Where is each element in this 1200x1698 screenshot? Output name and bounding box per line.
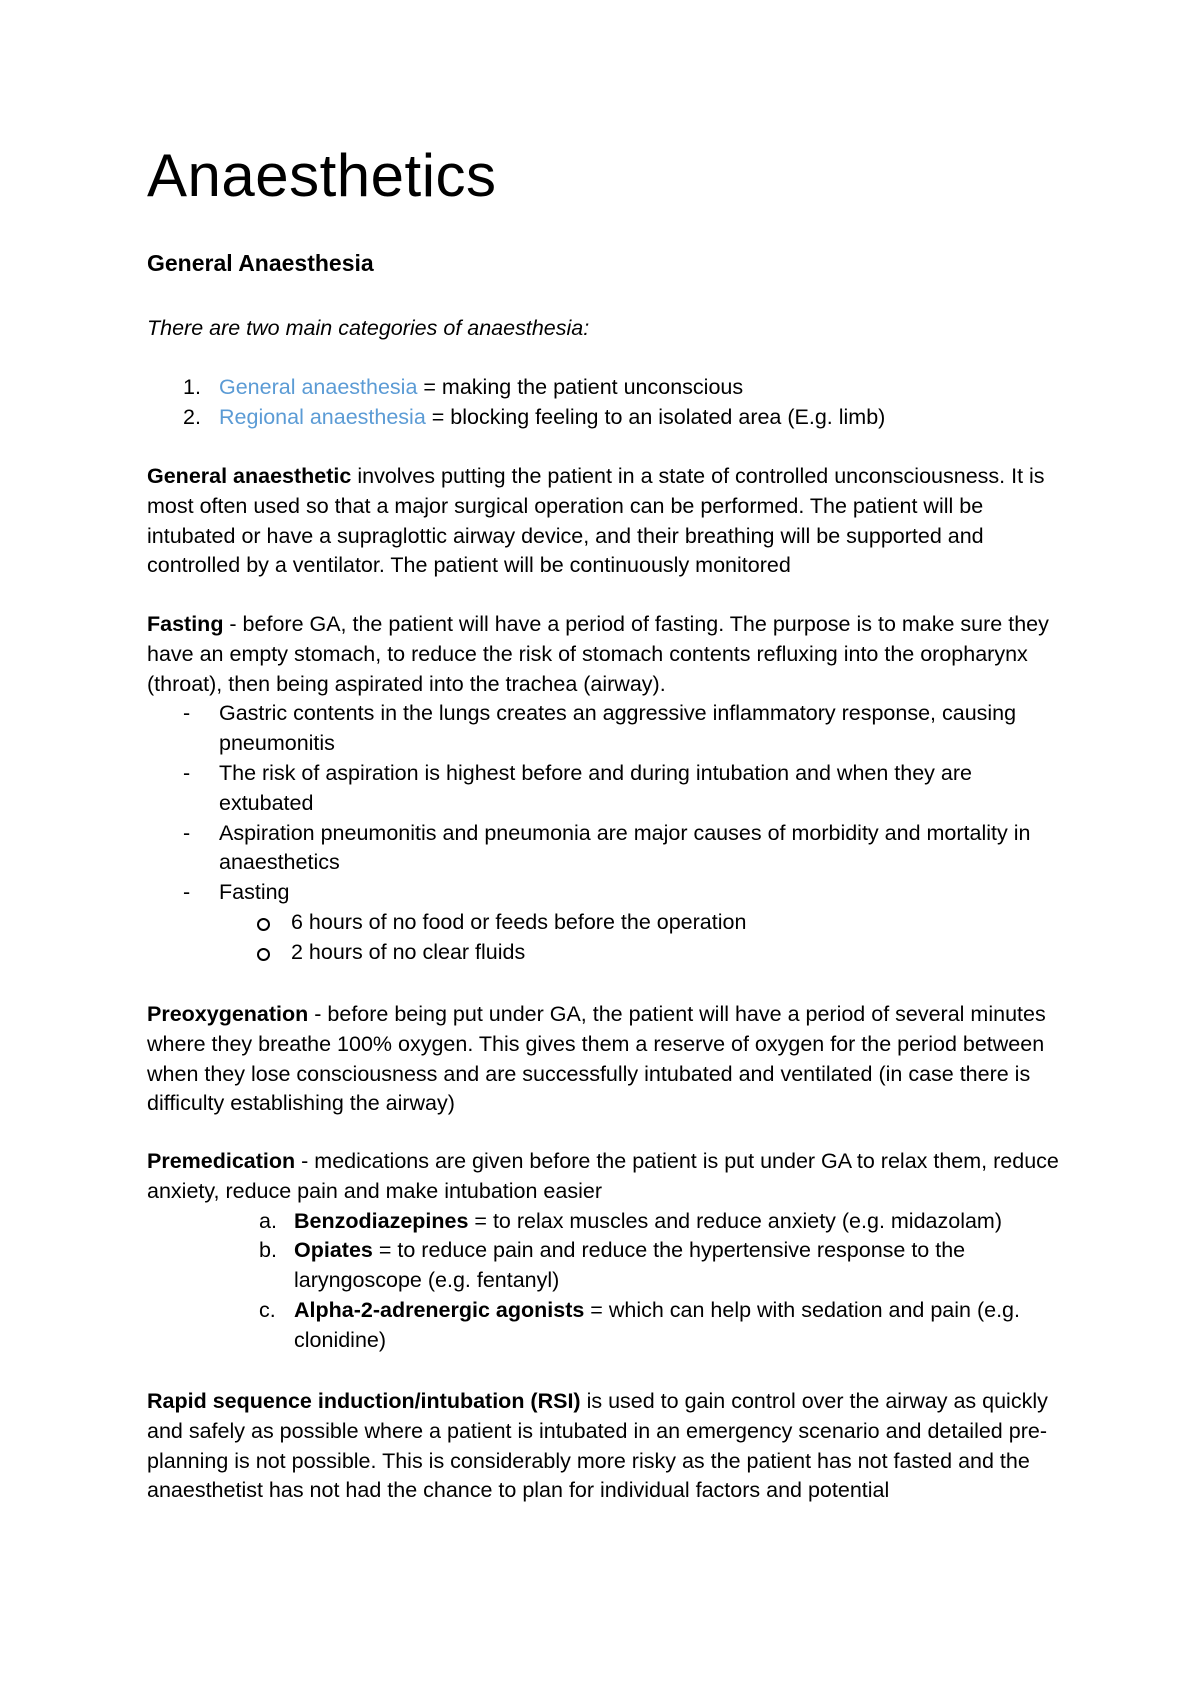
dash-marker: -	[183, 760, 191, 785]
dash-marker: -	[183, 701, 191, 726]
category-term: General anaesthesia	[219, 375, 418, 399]
fasting-sub-bullets	[219, 908, 1072, 968]
list-item	[219, 908, 1072, 938]
fasting-section	[147, 610, 1072, 968]
category-description: = blocking feeling to an isolated area (E.g. limb)	[425, 404, 886, 429]
rsi-paragraph	[147, 1387, 1072, 1506]
list-item	[147, 1207, 1072, 1237]
premedication-list	[147, 1207, 1072, 1356]
fasting-paragraph	[147, 610, 1072, 699]
bullet-text: 6 hours of no food or feeds before the operation	[291, 909, 747, 934]
list-item	[147, 1296, 1072, 1356]
list-item	[147, 878, 1072, 908]
drug-class: Alpha-2-adrenergic agonists	[294, 1297, 585, 1322]
drug-description: = to relax muscles and reduce anxiety (e.g. midazolam)	[468, 1208, 1003, 1233]
drug-class: Opiates	[294, 1238, 373, 1263]
paragraph-term: Preoxygenation	[147, 1002, 309, 1026]
general-anaesthetic-paragraph	[147, 462, 1072, 581]
paragraph-text: involves putting the patient in a state of controlled unconsciousness. It is most often used so that a major surgical operation can be performed. The patient will be intubated or have a supraglottic airway device, and their breathing will be supported and controlled by a ventilator. The patient will be continuously monitored	[147, 464, 1045, 578]
categories-list	[147, 373, 885, 433]
drug-class: Benzodiazepines	[294, 1208, 469, 1233]
list-marker: b.	[259, 1238, 277, 1263]
list-item	[147, 699, 1072, 759]
fasting-bullets	[147, 699, 1072, 908]
paragraph-term: General anaesthetic	[147, 464, 352, 488]
list-item	[219, 938, 1072, 968]
preoxygenation-paragraph	[147, 1000, 1072, 1119]
category-description: = making the patient unconscious	[417, 375, 744, 399]
paragraph-term: Premedication	[147, 1149, 296, 1173]
drug-description: = to reduce pain and reduce the hypertensive response to the laryngoscope (e.g. fentanyl)	[294, 1238, 966, 1293]
circle-bullet-icon	[257, 948, 270, 961]
bullet-text: Gastric contents in the lungs creates an aggressive inflammatory response, causing pneumonitis	[219, 701, 1017, 756]
list-marker: 2.	[183, 404, 201, 429]
premedication-paragraph	[147, 1147, 1072, 1207]
list-item	[147, 373, 885, 403]
dash-marker: -	[183, 880, 191, 905]
list-marker: 1.	[183, 375, 201, 399]
category-term: Regional anaesthesia	[219, 404, 426, 429]
paragraph-term: Rapid sequence induction/intubation (RSI)	[147, 1389, 581, 1413]
paragraph-text: is used to gain control over the airway as quickly and safely as possible where a patient is intubated in an emergency scenario and detailed pre-planning is not possible. This is considerably more risky as the patient has not fasted and the anaesthetist has not had the chance to plan for individual factors and potential	[147, 1389, 1048, 1503]
dash-marker: -	[183, 820, 191, 845]
drug-description: = which can help with sedation and pain (e.g. clonidine)	[294, 1297, 1020, 1352]
paragraph-term: Fasting	[147, 612, 224, 636]
premedication-section	[147, 1147, 1072, 1356]
list-item	[147, 1236, 1072, 1296]
bullet-text: Aspiration pneumonitis and pneumonia are major causes of morbidity and mortality in anaesthetics	[219, 820, 1031, 875]
list-item	[147, 759, 1072, 819]
paragraph-text: - medications are given before the patient is put under GA to relax them, reduce anxiety, reduce pain and make intubation easier	[147, 1149, 1059, 1203]
paragraph-text: - before GA, the patient will have a period of fasting. The purpose is to make sure they have an empty stomach, to reduce the risk of stomach contents refluxing into the oropharynx (throat), then being aspirated into the trachea (airway).	[147, 612, 1049, 696]
list-item	[147, 403, 885, 433]
paragraph-text: - before being put under GA, the patient will have a period of several minutes where they breathe 100% oxygen. This gives them a reserve of oxygen for the period between when they lose consciousness and are successfully intubated and ventilated (in case there is difficulty establishing the airway)	[147, 1002, 1046, 1116]
page-title: Anaesthetics	[147, 142, 497, 209]
list-marker: c.	[259, 1297, 276, 1322]
circle-bullet-icon	[257, 918, 270, 931]
list-marker: a.	[259, 1208, 277, 1233]
bullet-text: 2 hours of no clear fluids	[291, 939, 526, 964]
bullet-text: Fasting	[219, 880, 290, 905]
intro-text: There are two main categories of anaesthesia:	[147, 316, 590, 340]
bullet-text: The risk of aspiration is highest before and during intubation and when they are extubated	[219, 760, 972, 815]
section-heading: General Anaesthesia	[147, 250, 374, 276]
list-item	[147, 819, 1072, 879]
